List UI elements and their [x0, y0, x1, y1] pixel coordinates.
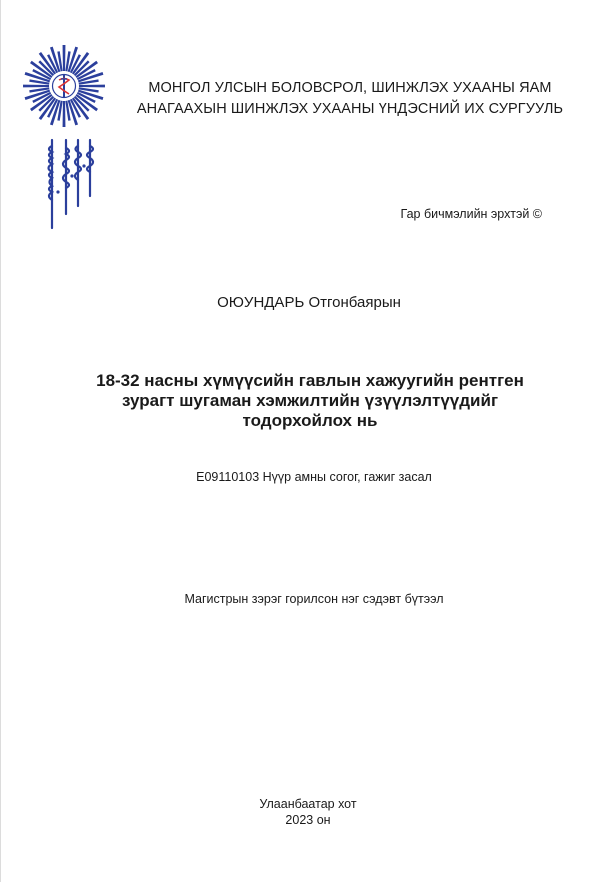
thesis-title — [60, 371, 560, 431]
place-and-year — [0, 796, 600, 828]
university-logo-icon — [22, 44, 106, 128]
specialty-code: E09110103 Нүүр амны согог, гажиг засал — [196, 470, 432, 484]
university-name: АНАГААХЫН ШИНЖЛЭХ УХААНЫ ҮНДЭСНИЙ ИХ СУРГУУЛЬ — [136, 101, 564, 117]
city: Улаанбаатар хот — [259, 797, 357, 811]
ministry-name: МОНГОЛ УЛСЫН БОЛОВСРОЛ, ШИНЖЛЭХ УХААНЫ ЯАМ — [148, 80, 552, 96]
author-name: ОЮУНДАРЬ Отгонбаярын — [217, 294, 401, 311]
institution-header — [120, 78, 580, 120]
logo-ray — [63, 101, 66, 127]
logo-ray — [63, 45, 66, 71]
copyright-note: Гар бичмэлийн эрхтэй © — [400, 207, 542, 221]
logo-ray — [23, 85, 49, 88]
thesis-title-line: тодорхойлох нь — [242, 411, 378, 430]
thesis-title-line: зурагт шугаман хэмжилтийн үзүүлэлтүүдийг — [121, 391, 499, 410]
logo-ray — [79, 85, 105, 88]
year: 2023 он — [285, 813, 331, 827]
mongolian-script-emblem — [40, 136, 100, 232]
degree-note: Магистрын зэрэг горилсон нэг сэдэвт бүтээл — [184, 592, 444, 606]
thesis-title-line: 18-32 насны хүмүүсийн гавлын хажуугийн рентген — [96, 371, 524, 390]
